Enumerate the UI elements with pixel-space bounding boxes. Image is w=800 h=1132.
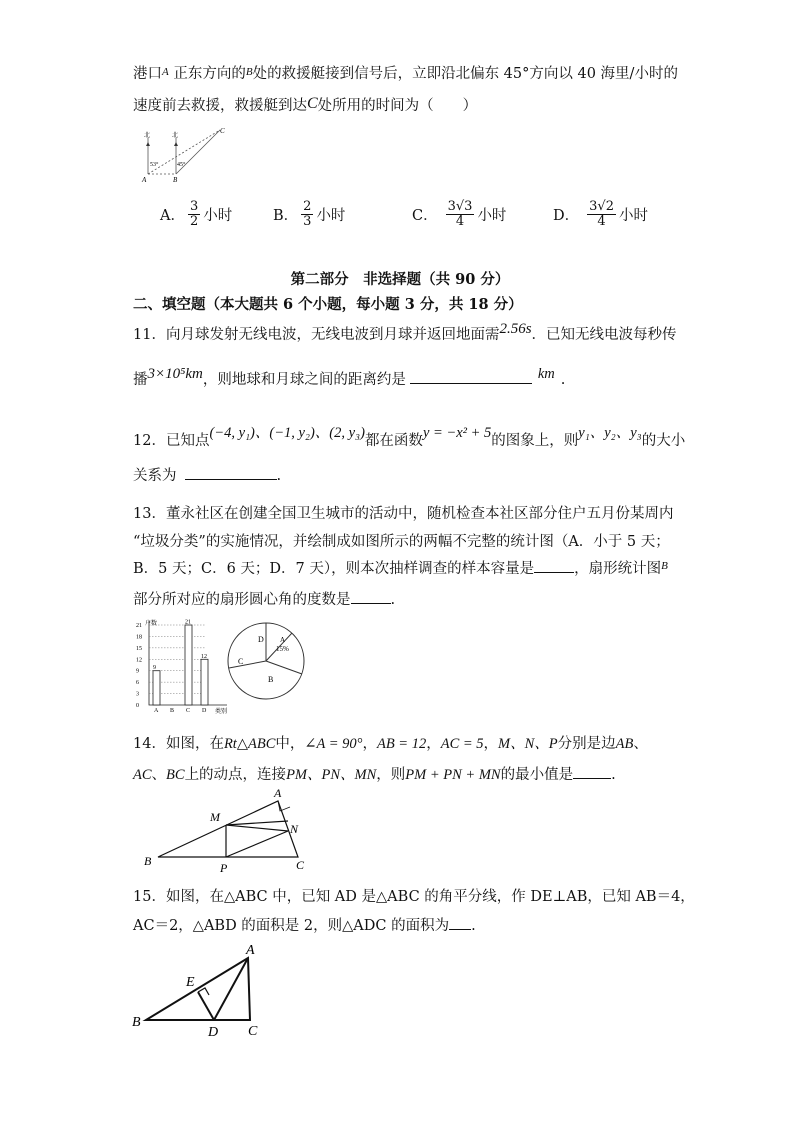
- q13-line3: B．5 天；C．6 天；D．7 天），则本次抽样调查的样本容量是 ，扇形统计图$^B$: [133, 560, 668, 577]
- pie-label-b: B: [268, 675, 274, 684]
- pie-label-d: D: [258, 635, 264, 644]
- fig14-label-n: N: [290, 822, 299, 836]
- q13-blank-2[interactable]: [351, 603, 391, 604]
- bar-D: [201, 659, 208, 705]
- pie-chart: [224, 620, 309, 702]
- label-A: A: [142, 176, 147, 184]
- segment-de: [198, 992, 214, 1020]
- q14-line1: 14．如图，在Rt△ABC中，∠A = 90°，AB = 12，AC = 5，M、N、P分别是边AB、: [133, 736, 648, 752]
- bar-ytick-18: 18: [136, 634, 142, 641]
- segment-pn: [226, 831, 288, 857]
- bar-ytick-21: 21: [136, 623, 142, 629]
- triangle-abc-15: [146, 958, 250, 1020]
- bar-ytick-15: 15: [136, 645, 142, 652]
- q13-line4: 部分所对应的扇形圆心角的度数是 .: [133, 592, 396, 608]
- bar-ytick-12: 12: [136, 657, 142, 664]
- bar-xtick-C: C: [186, 708, 191, 714]
- q12-answer-blank[interactable]: [185, 479, 277, 480]
- segment-m-ac: [226, 821, 288, 825]
- label-B: B: [173, 176, 178, 184]
- section2-title: 二、填空题（本大题共 6 个小题，每小题 3 分，共 18 分）: [133, 296, 523, 313]
- fig14-label-p: P: [220, 861, 228, 875]
- q15-answer-blank[interactable]: [449, 929, 471, 930]
- north-label-2: 北: [172, 133, 179, 139]
- label-C: C: [220, 127, 225, 135]
- north-label-1: 北: [144, 133, 151, 139]
- q14-line2: AC、BC上的动点，连接PM、PN、MN，则PM + PN + MN的最小值是 .: [133, 767, 616, 783]
- q13-blank-1[interactable]: [534, 572, 574, 573]
- pie-pct-a: 15%: [276, 645, 289, 653]
- q10-figure: [136, 126, 231, 184]
- fig15-label-c: C: [248, 1024, 258, 1039]
- bar-datalabel-A: 9: [153, 665, 156, 672]
- q15-line1: 15．如图，在△ABC 中，已知 AD 是△ABC 的角平分线，作 DE⊥AB，已知 AB＝4，: [133, 889, 695, 905]
- q12-line2: 关系为 .: [133, 468, 282, 484]
- fig15-label-a: A: [246, 943, 255, 958]
- bar-A: [153, 671, 160, 705]
- q10-line2: 速度前去救援，救援艇到达C处所用的时间为（ ）: [133, 95, 478, 114]
- option-d[interactable]: D． $\frac{3√2}{4}$ 小时: [553, 199, 648, 230]
- q15-line2: AC＝2，△ABD 的面积是 2，则△ADC 的面积为 .: [133, 918, 476, 934]
- q11-line2: 播3×10⁵km，则地球和月球之间的距离约是 km .: [133, 366, 566, 388]
- bar-datalabel-D: 12: [201, 653, 207, 660]
- bar-xlabel: 类别: [215, 709, 228, 715]
- bar-ytick-0: 0: [136, 703, 139, 709]
- q11-line1: 11．向月球发射无线电波，无线电波到月球并返回地面需2.56s．已知无线电波每秒传: [133, 321, 677, 343]
- q14-answer-blank[interactable]: [573, 778, 611, 779]
- fig14-label-a: A: [274, 786, 282, 800]
- fig14-label-m: M: [210, 810, 220, 824]
- q11-answer-blank[interactable]: [410, 383, 532, 384]
- bar-chart: [135, 617, 235, 715]
- segment-mn: [226, 825, 288, 831]
- option-c[interactable]: C． $\frac{3√3}{4}$ 小时: [412, 199, 507, 230]
- fig15-label-b: B: [132, 1015, 141, 1030]
- option-a[interactable]: A． $\frac{3}{2}$ 小时: [160, 199, 233, 230]
- pie-label-a: A: [280, 636, 286, 644]
- bar-ytick-9: 9: [136, 668, 139, 675]
- fig14-label-c: C: [296, 858, 305, 872]
- option-b[interactable]: B． $\frac{2}{3}$ 小时: [273, 199, 346, 230]
- bar-xtick-B: B: [170, 708, 175, 714]
- part2-title: 第二部分 非选择题（共 90 分）: [290, 271, 510, 288]
- q12-line1: 12．已知点(−4, y₁)、(−1, y₂)、(2, y₃)都在函数y = −x² + 5的图象上，则y₁、y₂、y₃的大小: [133, 425, 686, 449]
- triangle-abc: [158, 801, 298, 857]
- bar-ytick-6: 6: [136, 680, 139, 687]
- bar-ylabel: 户数: [145, 621, 158, 627]
- bar-C: [185, 625, 192, 705]
- q15-figure: [130, 940, 270, 1040]
- q14-figure: [138, 785, 318, 875]
- bar-ytick-3: 3: [136, 691, 139, 698]
- bar-xtick-A: A: [154, 708, 159, 714]
- bar-datalabel-C: 21: [185, 619, 191, 626]
- fig14-label-b: B: [144, 854, 152, 868]
- fig15-label-e: E: [186, 975, 195, 990]
- pie-label-c: C: [238, 657, 244, 666]
- angle-53: 53°: [150, 162, 159, 168]
- bar-xtick-D: D: [202, 708, 207, 714]
- q13-line2: “垃圾分类”的实施情况，并绘制成如图所示的两幅不完整的统计图（A．小于 5 天；: [133, 534, 670, 550]
- angle-45: 45°: [177, 162, 186, 168]
- q13-line1: 13．董永社区在创建全国卫生城市的活动中，随机检查本社区部分住户五月份某周内: [133, 506, 674, 522]
- fig15-label-d: D: [208, 1025, 219, 1040]
- q10-line1: 港口$^A$ 正东方向的$^B$处的救援艇接到信号后，立即沿北偏东 45°方向以 40 海里/小时的: [133, 66, 678, 82]
